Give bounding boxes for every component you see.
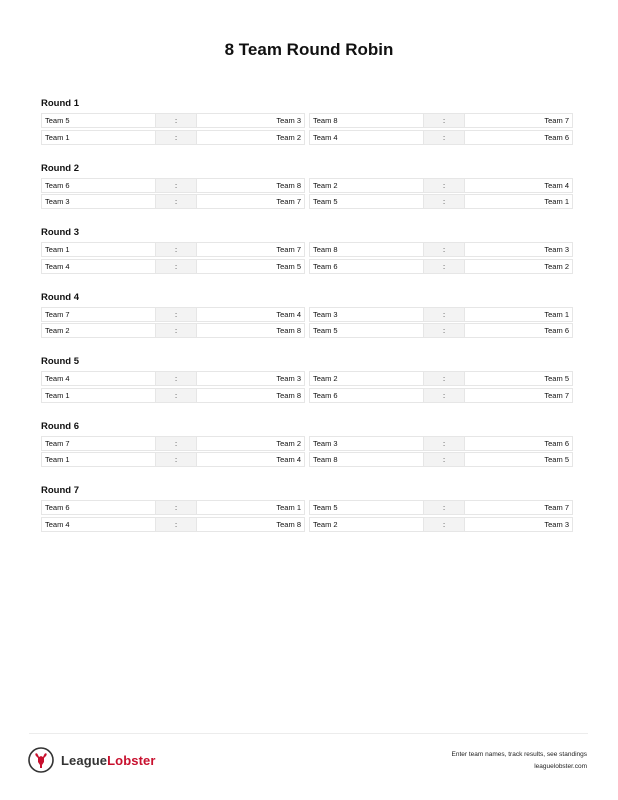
round-label: Round 4 <box>41 291 79 303</box>
home-team: Team 1 <box>42 453 156 466</box>
brand-name <box>61 753 156 768</box>
score-field[interactable]: : <box>424 195 465 208</box>
home-team: Team 4 <box>42 260 156 273</box>
home-team: Team 5 <box>310 324 424 337</box>
round-label: Round 5 <box>41 356 79 367</box>
home-team: Team 7 <box>42 437 156 450</box>
home-team: Team 1 <box>42 389 156 402</box>
match-grid <box>41 371 573 404</box>
match-row <box>41 259 305 274</box>
page-title: 8 Team Round Robin <box>224 40 394 59</box>
score-field[interactable]: : <box>156 243 197 256</box>
match-row <box>309 178 573 193</box>
match-grid <box>41 500 573 533</box>
footer-divider <box>29 733 588 734</box>
score-field[interactable]: : <box>156 437 197 450</box>
home-team: Team 8 <box>310 114 424 127</box>
match-row <box>41 178 305 193</box>
home-team: Team 2 <box>42 324 156 337</box>
home-team: Team 5 <box>42 114 156 127</box>
score-field[interactable]: : <box>424 243 465 256</box>
away-team: Team 7 <box>276 197 301 206</box>
away-team: Team 4 <box>276 309 301 319</box>
home-team: Team 5 <box>310 501 424 514</box>
match-row <box>41 323 305 338</box>
round-section <box>41 161 573 226</box>
away-team: Team 3 <box>544 245 569 254</box>
score-field[interactable]: : <box>424 437 465 450</box>
away-team: Team 7 <box>544 116 569 125</box>
home-team: Team 3 <box>310 437 424 450</box>
round-section <box>41 354 573 419</box>
match-grid <box>41 113 573 146</box>
away-team: Team 2 <box>276 438 301 448</box>
match-column <box>41 178 305 211</box>
home-team: Team 6 <box>310 260 424 273</box>
home-team: Team 4 <box>42 518 156 531</box>
away-team: Team 8 <box>276 519 301 529</box>
score-field[interactable]: : <box>424 453 465 466</box>
match-column <box>309 307 573 340</box>
score-field[interactable]: : <box>156 518 197 531</box>
score-field[interactable]: : <box>424 501 465 514</box>
home-team: Team 6 <box>310 389 424 402</box>
score-field[interactable]: : <box>156 389 197 402</box>
score-field[interactable]: : <box>424 389 465 402</box>
home-team: Team 4 <box>42 372 156 385</box>
away-team: Team 2 <box>544 261 569 271</box>
score-field[interactable]: : <box>424 308 465 321</box>
away-team: Team 4 <box>544 180 569 190</box>
away-team: Team 2 <box>276 132 301 142</box>
match-grid <box>41 307 573 340</box>
home-team: Team 1 <box>42 131 156 144</box>
score-field[interactable]: : <box>156 195 197 208</box>
match-row <box>309 242 573 257</box>
match-row <box>41 517 305 532</box>
score-field[interactable]: : <box>156 372 197 385</box>
match-column <box>309 436 573 469</box>
round-label: Round 6 <box>41 420 79 432</box>
home-team: Team 4 <box>310 131 424 144</box>
score-field[interactable]: : <box>156 114 197 127</box>
away-team: Team 5 <box>544 374 569 383</box>
home-team: Team 6 <box>42 501 156 514</box>
match-column <box>41 307 305 340</box>
match-row <box>309 388 573 403</box>
away-team: Team 3 <box>276 374 301 383</box>
round-label: Round 1 <box>41 98 79 109</box>
round-label: Round 7 <box>41 485 79 496</box>
away-team: Team 8 <box>276 326 301 335</box>
match-row <box>309 500 573 515</box>
score-field[interactable]: : <box>424 518 465 531</box>
home-team: Team 8 <box>310 243 424 256</box>
away-team: Team 4 <box>276 455 301 464</box>
match-grid <box>41 242 573 275</box>
away-team: Team 3 <box>276 116 301 125</box>
score-field[interactable]: : <box>156 260 197 273</box>
match-row <box>309 130 573 145</box>
match-column <box>41 113 305 146</box>
round-section <box>41 225 573 290</box>
home-team: Team 2 <box>310 179 424 192</box>
score-field[interactable]: : <box>156 324 197 337</box>
match-column <box>309 371 573 404</box>
match-column <box>309 242 573 275</box>
score-field[interactable]: : <box>424 324 465 337</box>
match-row <box>309 113 573 128</box>
match-row <box>41 436 305 451</box>
home-team: Team 5 <box>310 195 424 208</box>
brand-name-lobster: Lobster <box>107 752 156 768</box>
match-row <box>309 436 573 451</box>
match-row <box>41 242 305 257</box>
score-field[interactable]: : <box>424 372 465 385</box>
away-team: Team 8 <box>276 180 301 190</box>
match-row <box>41 307 305 322</box>
round-label: Round 2 <box>41 162 79 174</box>
match-column <box>41 242 305 275</box>
away-team: Team 6 <box>544 132 569 142</box>
away-team: Team 7 <box>544 503 569 512</box>
score-field[interactable]: : <box>156 179 197 192</box>
score-field[interactable]: : <box>424 114 465 127</box>
away-team: Team 8 <box>276 390 301 400</box>
home-team: Team 2 <box>310 518 424 531</box>
tagline-text: Enter team names, track results, see standings <box>451 751 587 758</box>
score-field[interactable]: : <box>424 131 465 144</box>
score-field[interactable]: : <box>424 179 465 192</box>
match-row <box>309 194 573 209</box>
away-team: Team 6 <box>544 326 569 335</box>
home-team: Team 2 <box>310 372 424 385</box>
home-team: Team 3 <box>42 195 156 208</box>
round-section <box>41 290 573 355</box>
home-team: Team 8 <box>310 453 424 466</box>
score-field[interactable]: : <box>156 131 197 144</box>
round-label: Round 3 <box>41 227 79 238</box>
match-column <box>309 500 573 533</box>
footer-tagline-block <box>452 749 587 773</box>
round-section <box>41 419 573 484</box>
home-team: Team 7 <box>42 308 156 321</box>
match-row <box>309 452 573 467</box>
round-section <box>41 483 573 548</box>
away-team: Team 6 <box>544 438 569 448</box>
match-row <box>41 371 305 386</box>
match-column <box>41 436 305 469</box>
match-row <box>41 500 305 515</box>
score-field[interactable]: : <box>156 501 197 514</box>
away-team: Team 1 <box>544 309 569 319</box>
away-team: Team 7 <box>276 245 301 254</box>
website-link[interactable]: leaguelobster.com <box>534 763 587 770</box>
rounds-container <box>41 96 573 548</box>
lobster-icon <box>28 747 54 773</box>
match-row <box>41 452 305 467</box>
home-team: Team 1 <box>42 243 156 256</box>
away-team: Team 1 <box>544 197 569 206</box>
home-team: Team 3 <box>310 308 424 321</box>
match-row <box>309 517 573 532</box>
brand-name-league: League <box>61 752 108 768</box>
leaguelobster-logo[interactable] <box>28 747 156 773</box>
match-row <box>41 194 305 209</box>
away-team: Team 5 <box>544 455 569 464</box>
away-team: Team 3 <box>544 519 569 529</box>
home-team: Team 6 <box>42 179 156 192</box>
match-row <box>309 307 573 322</box>
match-grid <box>41 436 573 469</box>
score-field[interactable]: : <box>156 308 197 321</box>
away-team: Team 1 <box>276 503 301 512</box>
match-column <box>309 113 573 146</box>
score-field[interactable]: : <box>156 453 197 466</box>
away-team: Team 7 <box>544 390 569 400</box>
match-row <box>309 323 573 338</box>
match-row <box>41 388 305 403</box>
away-team: Team 5 <box>276 261 301 271</box>
match-row <box>309 259 573 274</box>
round-section <box>41 96 573 161</box>
match-grid <box>41 178 573 211</box>
match-column <box>309 178 573 211</box>
match-column <box>41 500 305 533</box>
match-column <box>41 371 305 404</box>
match-row <box>41 130 305 145</box>
match-row <box>309 371 573 386</box>
score-field[interactable]: : <box>424 260 465 273</box>
match-row <box>41 113 305 128</box>
